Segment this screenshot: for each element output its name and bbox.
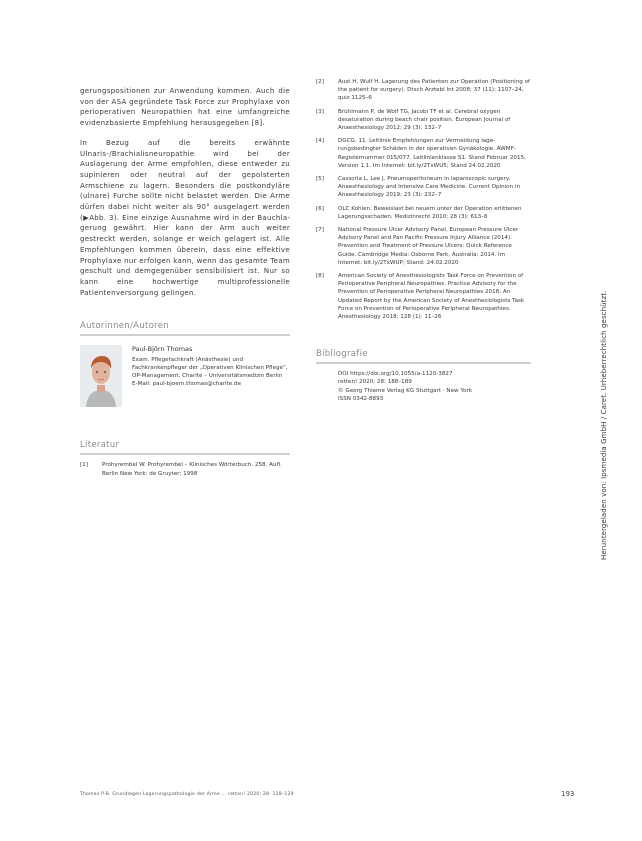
reference-text: National Pressure Ulcer Advisory Panel, European Pressure Ulcer Advisory Panel and Pan Pacific Pressure Injury Alliance (2014). Prevention and Treatment of Pressure Ulcers: Quick Reference Guide. Cambridge Media: Osborne Park, Australia; 2014. Im Internet: bit.ly/2TxWUP; Stand: 24.02.2020 (338, 227, 519, 266)
reference-number: [8] (316, 273, 324, 280)
reference-list (316, 78, 531, 321)
reference-item (316, 226, 531, 267)
reference-item (316, 175, 531, 200)
reference-number: [1] (80, 462, 88, 469)
footer-citation: Thomas P-B. Grundlagen Lagerungspathologie der Arme ... retten! 2020; 28: 128–129 (80, 792, 294, 797)
reference-number: [5] (316, 176, 324, 183)
author-photo (80, 345, 122, 407)
reference-text: Brühlmann P, de Wolf TG, Jacobi TF et al. Cerebral oxygen desaturation during beach chair position. European Journal of Anaesthesiology 2012; 29 (3): 132–7 (338, 108, 511, 132)
author-email[interactable]: E-Mail: paul-bjoern.thomas@charite.de (132, 381, 242, 388)
bibliography-copyright: © Georg Thieme Verlag KG Stuttgart · New York (338, 387, 473, 394)
reference-text: DGCG. 11. Leitlinie Empfehlungen zur Vermeidung lagerungsbedingter Schäden in der operativen Gynäkologie. AWMF-Registernummer 015/077. Leitlinienklasse S1. Stand Februar 2015, Version 1.1. Im Internet: bit.ly/2TxWU5; Stand 24.02.2020 (338, 138, 526, 169)
author-bio: Exam. Pflegefachkraft (Anästhesie) und Fachkrankenpfleger der „Operativen Klinischen Pflege“, OP-Management, Charité – Universitätsmedizin Berlin (132, 357, 288, 380)
reference-text: Prohyrembel W. Prohyrembel – Klinisches Wörterbuch. 258. Aufl. Berlin New York: de Gruyter; 1998 (102, 462, 282, 477)
bibliography-journal: retten! 2020; 28: 188–189 (338, 379, 412, 386)
reference-number: [4] (316, 138, 324, 145)
reference-item (316, 272, 531, 321)
download-side-note: Heruntergeladen von: Ipsmedia GmbH / Caret. Urheberrechtlich geschützt. (600, 290, 608, 560)
literature-heading: Literatur (80, 440, 290, 455)
body-paragraph-2: In Bezug auf die bereits erwähnte Ulnaris-/Brachialisneuropathie wird bei der Auslagerung der Arme empfohlen, diese entweder zu supinieren oder neutral auf der gepolsterten Armschiene zu lagern. Besonders die postkondyläre (ulnare) Furche sollte nicht belastet werden. Die Arme dürfen dabei nicht weiter als 90° ausgelagert werden (▶Abb. 3). Eine einzige Ausnahme wird in der Bauchlagerung gewährt. Hier kann der Arm auch weiter gestreckt werden, solange er weich gelagert ist. Alle Empfehlungen kommen überein, dass eine effektive Prophylaxe nur erfolgen kann, wenn das gesamte Team geschult und demgegenüber sensibilisiert ist. Nur so kann eine hochwertige multiprofessionelle Patientenversorgung gelingen. (80, 138, 290, 297)
body-text (80, 86, 290, 298)
author-info (132, 345, 292, 388)
reference-text: American Society of Anesthesiologists Task Force on Prevention of Perioperative Peripheral Neuropathies. Practice Advisory for the Prevention of Perioperative Peripheral Neuropathies 2018: An Updated Report by the American Society of Anesthesiologists Task Force on Prevention of Perioperative Peripheral Neuropathies. Anesthesiology 2018; 128 (1): 11–26 (338, 273, 525, 321)
bibliography-section (316, 349, 531, 403)
literature-section (80, 440, 290, 477)
author-section (80, 321, 290, 409)
reference-number: [3] (316, 108, 324, 115)
reference-number: [6] (316, 205, 324, 212)
author-name: Paul-Björn Thomas (132, 345, 193, 354)
reference-item (316, 78, 531, 103)
body-paragraph-1: gerungspositionen zur Anwendung kommen. Auch die von der ASA gegründete Task Force zur Prophylaxe von perioperativen Neuropathien hat eine umfangreiche evidenzbasierte Empfehlung herausgegeben [8]. (80, 87, 290, 128)
reference-text: Aust H, Wulf H. Lagerung des Patienten zur Operation (Positioning of the patient for surgery). Dtsch Arztebl Int 2008; 37 (11): 1107–24, quiz 1125–6 (338, 79, 531, 102)
page-number: 193 (561, 790, 575, 798)
reference-item (316, 108, 531, 133)
reference-item (316, 205, 531, 221)
reference-item (316, 137, 531, 170)
left-column (80, 86, 290, 478)
bibliography-issn: ISSN 0342-8893 (338, 395, 384, 402)
reference-text: Cassorla L, Lee J. Pneumoperitoneum in laparoscopic surgery. Anaesthesiology and Intensive Care Medicine. Current Opinion in Anaesthesiology 2019; 23 (3): 232–7 (338, 176, 521, 199)
reference-item (80, 461, 290, 477)
bibliography-heading: Bibliografie (316, 349, 531, 364)
reference-number: [7] (316, 227, 324, 234)
author-section-heading: Autorinnen/Autoren (80, 321, 290, 336)
bibliography-doi[interactable]: DOI https://doi.org/10.1055/a-1120-3827 (338, 371, 453, 378)
reference-text: OLC Kohlen. Beweislast bei neuem unter der Operation erlittenen Lagerungsschaden. Medizinrecht 2010; 28 (3): 613–8 (338, 205, 522, 220)
right-column (316, 78, 531, 403)
reference-number: [2] (316, 79, 324, 85)
